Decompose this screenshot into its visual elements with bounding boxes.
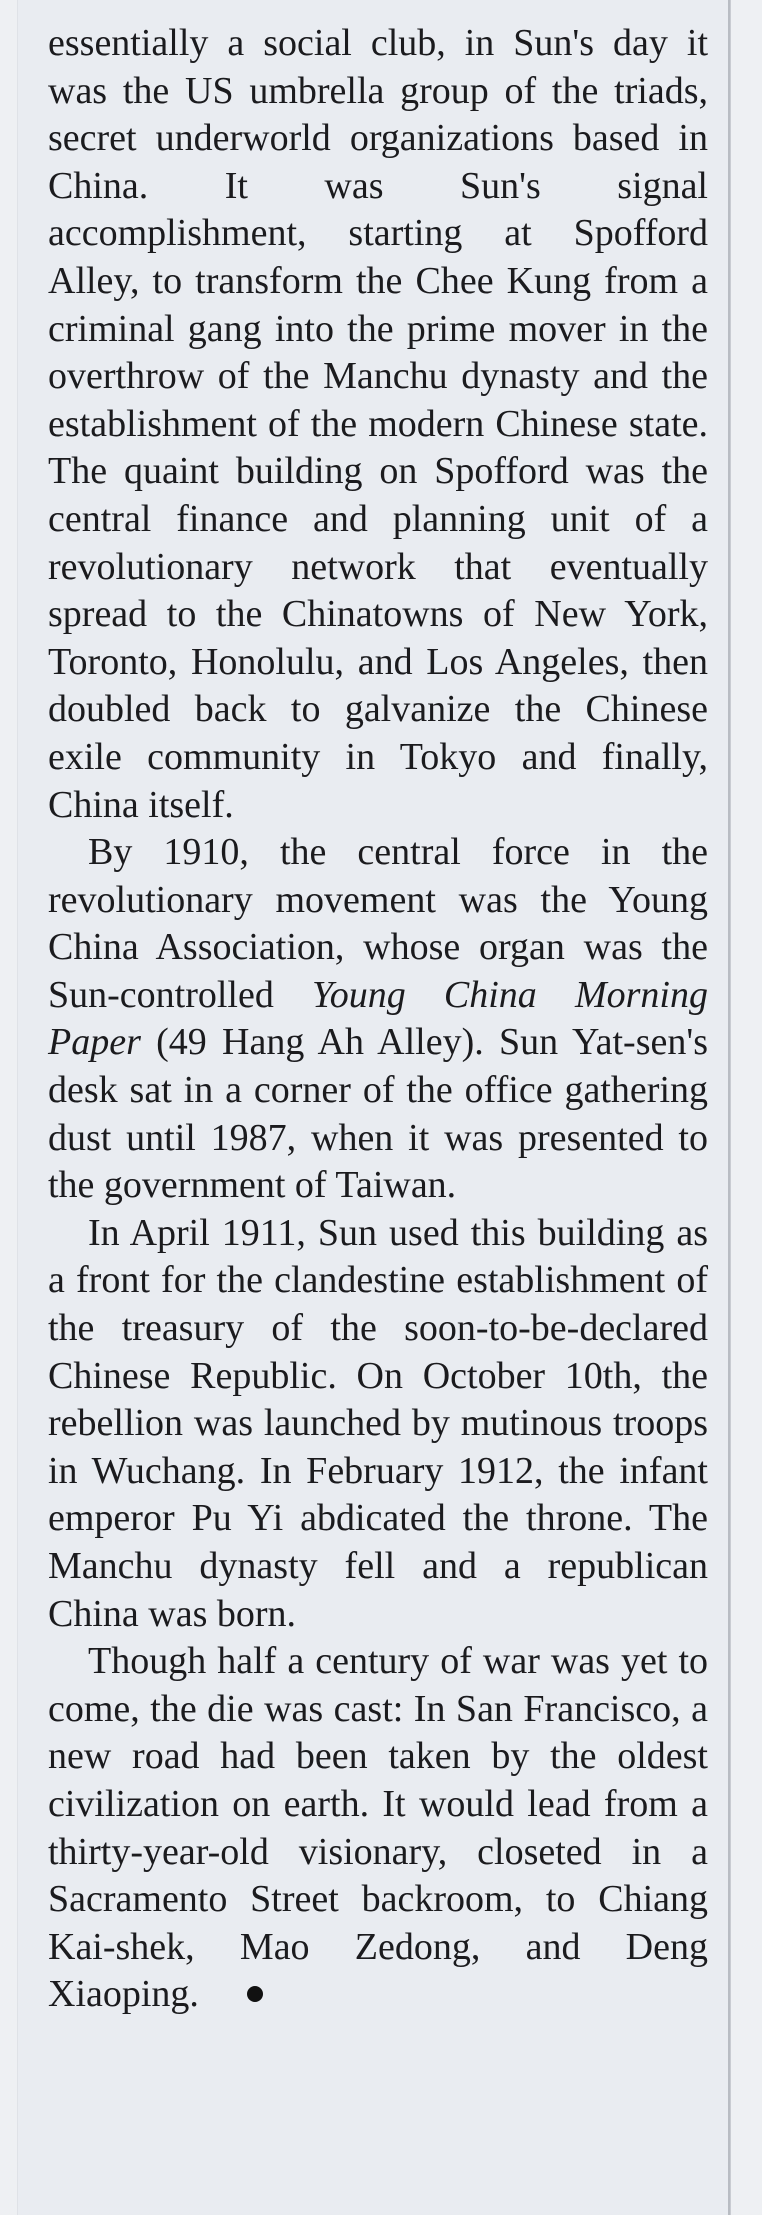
paragraph-2-text-end: (49 Hang Ah Alley). Sun Yat-sen's desk sat in a corner of the office gathering dust until 1987, when it was presented to the government of Taiwan. xyxy=(48,1021,708,1207)
paragraph-2 xyxy=(48,829,708,1210)
newspaper-title: Young China Morning Paper xyxy=(48,973,708,1064)
paragraph-2-text-start: By 1910, the central force in the revolutionary movement was the Young China Association, whose organ was the Sun-controlled xyxy=(48,831,708,1016)
end-of-article-bullet-icon xyxy=(247,1986,263,2002)
paragraph-4-text: Though half a century of war was yet to come, the die was cast: In San Francisco, a new road had been taken by the oldest civilization on earth. It would lead from a thirty-year-old visionary, closeted in a Sacramento Street backroom, to Chiang Kai-shek, Mao Zedong, and Deng Xiaoping. xyxy=(48,1640,708,2016)
paragraph-3-text: In April 1911, Sun used this building as a front for the clandestine establishment of the treasury of the soon-to-be-declared Chinese Republic. On October 10th, the rebellion was launched by mutinous troops in Wuchang. In February 1912, the infant emperor Pu Yi abdicated the throne. The Manchu dynasty fell and a republican China was born. xyxy=(48,1211,708,1635)
clipping-page xyxy=(18,0,730,2215)
paragraph-1-text: essentially a social club, in Sun's day it was the US umbrella group of the triads, secret underworld organizations based in China. It was Sun's signal accomplishment, starting at Spofford Alley, to transform the Chee Kung from a criminal gang into the prime mover in the overthrow of the Manchu dynasty and the establishment of the modern Chinese state. The quaint building on Spofford was the central finance and planning unit of a revolutionary network that eventually spread to the Chinatowns of New York, Toronto, Honolulu, and Los Angeles, then doubled back to galvanize the Chinese exile community in Tokyo and finally, China itself. xyxy=(48,22,708,826)
paragraph-1 xyxy=(48,20,708,829)
paragraph-3 xyxy=(48,1210,708,1638)
paragraph-4 xyxy=(48,1638,708,2019)
article-column xyxy=(48,20,708,2019)
